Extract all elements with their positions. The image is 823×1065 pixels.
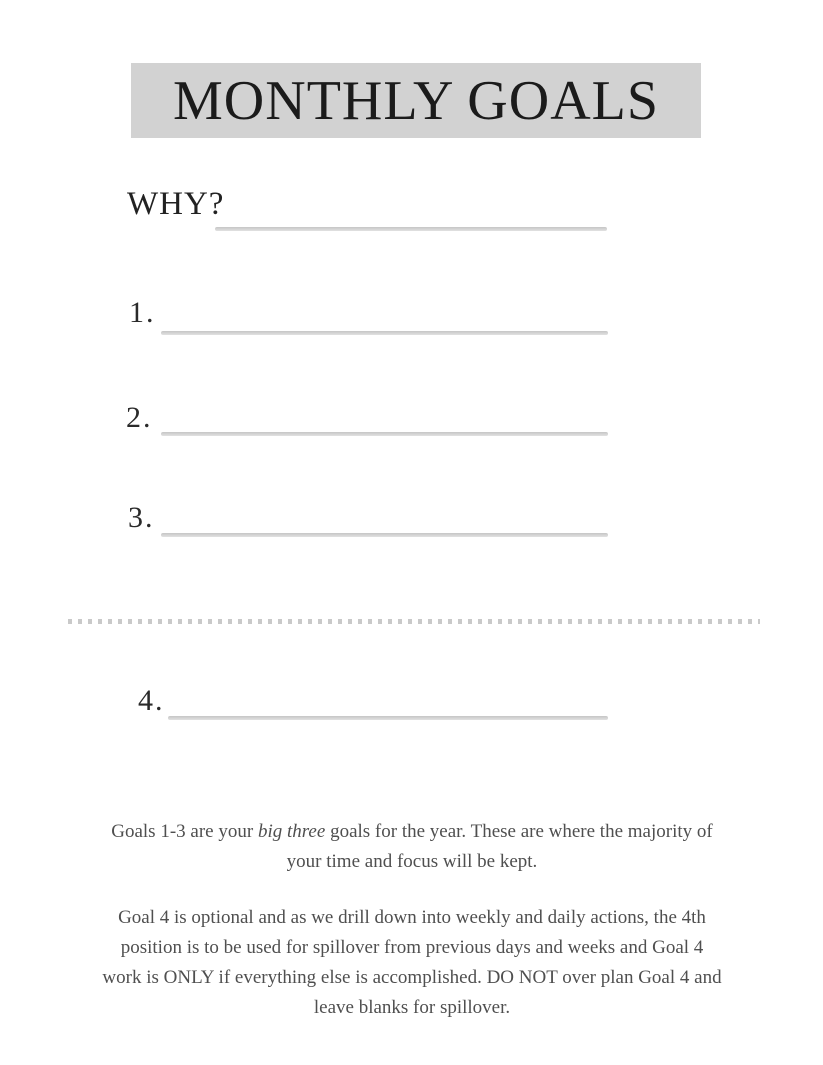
- title-banner: [131, 63, 701, 138]
- goal-4-number: 4.: [138, 684, 165, 717]
- goal-4-line[interactable]: [168, 716, 608, 720]
- note-big-three-prefix: Goals 1-3 are your: [111, 821, 258, 842]
- page-title: MONTHLY GOALS: [173, 69, 659, 132]
- goal-1-line[interactable]: [161, 331, 608, 335]
- goal-2-line[interactable]: [161, 432, 608, 436]
- goal-1-number: 1.: [129, 296, 156, 329]
- note-big-three-italic: big three: [257, 821, 326, 842]
- why-answer-line[interactable]: [215, 227, 607, 231]
- goal-2-number: 2.: [126, 401, 153, 434]
- why-label: WHY?: [127, 186, 225, 222]
- dotted-divider: [68, 619, 760, 624]
- note-big-three-suffix: goals for the year. These are where the majority of your time and focus will be kept.: [286, 821, 713, 872]
- goal-3-number: 3.: [128, 501, 155, 534]
- note-big-three: [101, 817, 723, 877]
- goal-3-line[interactable]: [161, 533, 608, 537]
- note-goal-4: Goal 4 is optional and as we drill down into weekly and daily actions, the 4th position is to be used for spillover from previous days and weeks and Goal 4 work is ONLY if everything else is accomplished. DO NOT over plan Goal 4 and leave blanks for spillover.: [102, 907, 722, 1018]
